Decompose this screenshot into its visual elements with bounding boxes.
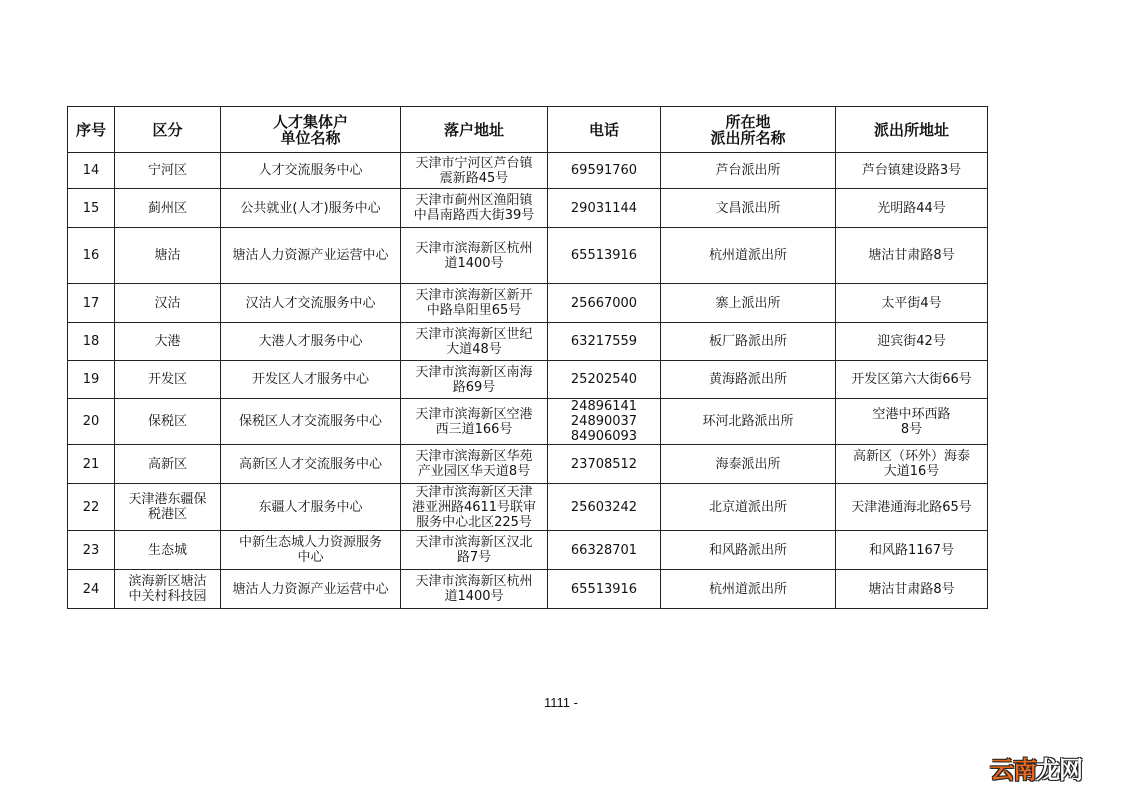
watermark-part1: 云南 [990, 756, 1036, 784]
cell-police-station: 芦台派出所 [661, 153, 836, 189]
cell-unit-name: 高新区人才交流服务中心 [221, 445, 401, 484]
cell-address: 天津市蓟州区渔阳镇 中昌南路西大街39号 [401, 189, 548, 228]
cell-phone: 25667000 [548, 284, 661, 323]
cell-police-station: 和风路派出所 [661, 531, 836, 570]
cell-district: 高新区 [115, 445, 221, 484]
cell-index: 18 [68, 323, 115, 361]
cell-police-station: 文昌派出所 [661, 189, 836, 228]
cell-phone: 65513916 [548, 228, 661, 284]
cell-phone: 24896141 24890037 84906093 [548, 399, 661, 445]
cell-district: 保税区 [115, 399, 221, 445]
police-station-table [67, 106, 988, 609]
cell-unit-name: 中新生态城人力资源服务 中心 [221, 531, 401, 570]
cell-unit-name: 汉沽人才交流服务中心 [221, 284, 401, 323]
cell-address: 天津市滨海新区天津 港亚洲路4611号联审 服务中心北区225号 [401, 484, 548, 531]
table-row [68, 399, 988, 445]
table-row [68, 323, 988, 361]
cell-address: 天津市滨海新区华苑 产业园区华天道8号 [401, 445, 548, 484]
cell-index: 19 [68, 361, 115, 399]
cell-address: 天津市滨海新区世纪 大道48号 [401, 323, 548, 361]
table-row [68, 531, 988, 570]
cell-unit-name: 塘沽人力资源产业运营中心 [221, 228, 401, 284]
cell-address: 天津市滨海新区汉北 路7号 [401, 531, 548, 570]
cell-phone: 65513916 [548, 570, 661, 609]
table-row [68, 445, 988, 484]
cell-station-address: 和风路1167号 [836, 531, 988, 570]
cell-unit-name: 大港人才服务中心 [221, 323, 401, 361]
cell-district: 生态城 [115, 531, 221, 570]
cell-police-station: 板厂路派出所 [661, 323, 836, 361]
cell-police-station: 黄海路派出所 [661, 361, 836, 399]
cell-index: 14 [68, 153, 115, 189]
cell-police-station: 杭州道派出所 [661, 570, 836, 609]
cell-district: 汉沽 [115, 284, 221, 323]
table-row [68, 228, 988, 284]
table-row [68, 189, 988, 228]
cell-station-address: 高新区（环外）海泰 大道16号 [836, 445, 988, 484]
header-unit-name: 人才集体户 单位名称 [221, 107, 401, 153]
cell-district: 塘沽 [115, 228, 221, 284]
header-index: 序号 [68, 107, 115, 153]
cell-station-address: 开发区第六大街66号 [836, 361, 988, 399]
cell-district: 大港 [115, 323, 221, 361]
cell-district: 开发区 [115, 361, 221, 399]
cell-index: 22 [68, 484, 115, 531]
cell-police-station: 环河北路派出所 [661, 399, 836, 445]
cell-police-station: 北京道派出所 [661, 484, 836, 531]
cell-address: 天津市滨海新区杭州 道1400号 [401, 570, 548, 609]
cell-index: 21 [68, 445, 115, 484]
cell-index: 24 [68, 570, 115, 609]
cell-address: 天津市滨海新区空港 西三道166号 [401, 399, 548, 445]
cell-district: 天津港东疆保 税港区 [115, 484, 221, 531]
table-row [68, 570, 988, 609]
cell-index: 17 [68, 284, 115, 323]
cell-district: 宁河区 [115, 153, 221, 189]
table-row [68, 153, 988, 189]
cell-district: 蓟州区 [115, 189, 221, 228]
cell-phone: 25603242 [548, 484, 661, 531]
cell-index: 15 [68, 189, 115, 228]
cell-unit-name: 人才交流服务中心 [221, 153, 401, 189]
cell-phone: 69591760 [548, 153, 661, 189]
cell-phone: 63217559 [548, 323, 661, 361]
cell-address: 天津市滨海新区南海 路69号 [401, 361, 548, 399]
table-row [68, 284, 988, 323]
page-number: 1111 - [544, 695, 578, 710]
cell-station-address: 塘沽甘肃路8号 [836, 570, 988, 609]
table-row [68, 484, 988, 531]
cell-police-station: 寨上派出所 [661, 284, 836, 323]
cell-index: 20 [68, 399, 115, 445]
cell-station-address: 迎宾街42号 [836, 323, 988, 361]
header-phone: 电话 [548, 107, 661, 153]
header-station-address: 派出所地址 [836, 107, 988, 153]
cell-station-address: 空港中环西路 8号 [836, 399, 988, 445]
cell-district: 滨海新区塘沽 中关村科技园 [115, 570, 221, 609]
cell-index: 16 [68, 228, 115, 284]
cell-address: 天津市宁河区芦台镇 震新路45号 [401, 153, 548, 189]
cell-station-address: 天津港通海北路65号 [836, 484, 988, 531]
cell-index: 23 [68, 531, 115, 570]
cell-phone: 66328701 [548, 531, 661, 570]
cell-phone: 29031144 [548, 189, 661, 228]
cell-station-address: 光明路44号 [836, 189, 988, 228]
cell-unit-name: 开发区人才服务中心 [221, 361, 401, 399]
table-header-row [68, 107, 988, 153]
cell-phone: 23708512 [548, 445, 661, 484]
cell-station-address: 芦台镇建设路3号 [836, 153, 988, 189]
cell-unit-name: 保税区人才交流服务中心 [221, 399, 401, 445]
watermark-logo [990, 750, 1082, 785]
cell-unit-name: 东疆人才服务中心 [221, 484, 401, 531]
cell-unit-name: 塘沽人力资源产业运营中心 [221, 570, 401, 609]
header-police-station: 所在地 派出所名称 [661, 107, 836, 153]
cell-police-station: 海泰派出所 [661, 445, 836, 484]
header-district: 区分 [115, 107, 221, 153]
cell-police-station: 杭州道派出所 [661, 228, 836, 284]
table-row [68, 361, 988, 399]
cell-unit-name: 公共就业(人才)服务中心 [221, 189, 401, 228]
cell-address: 天津市滨海新区杭州 道1400号 [401, 228, 548, 284]
cell-station-address: 太平街4号 [836, 284, 988, 323]
header-address: 落户地址 [401, 107, 548, 153]
cell-address: 天津市滨海新区新开 中路阜阳里65号 [401, 284, 548, 323]
watermark-part2: 龙网 [1036, 756, 1082, 784]
cell-station-address: 塘沽甘肃路8号 [836, 228, 988, 284]
cell-phone: 25202540 [548, 361, 661, 399]
